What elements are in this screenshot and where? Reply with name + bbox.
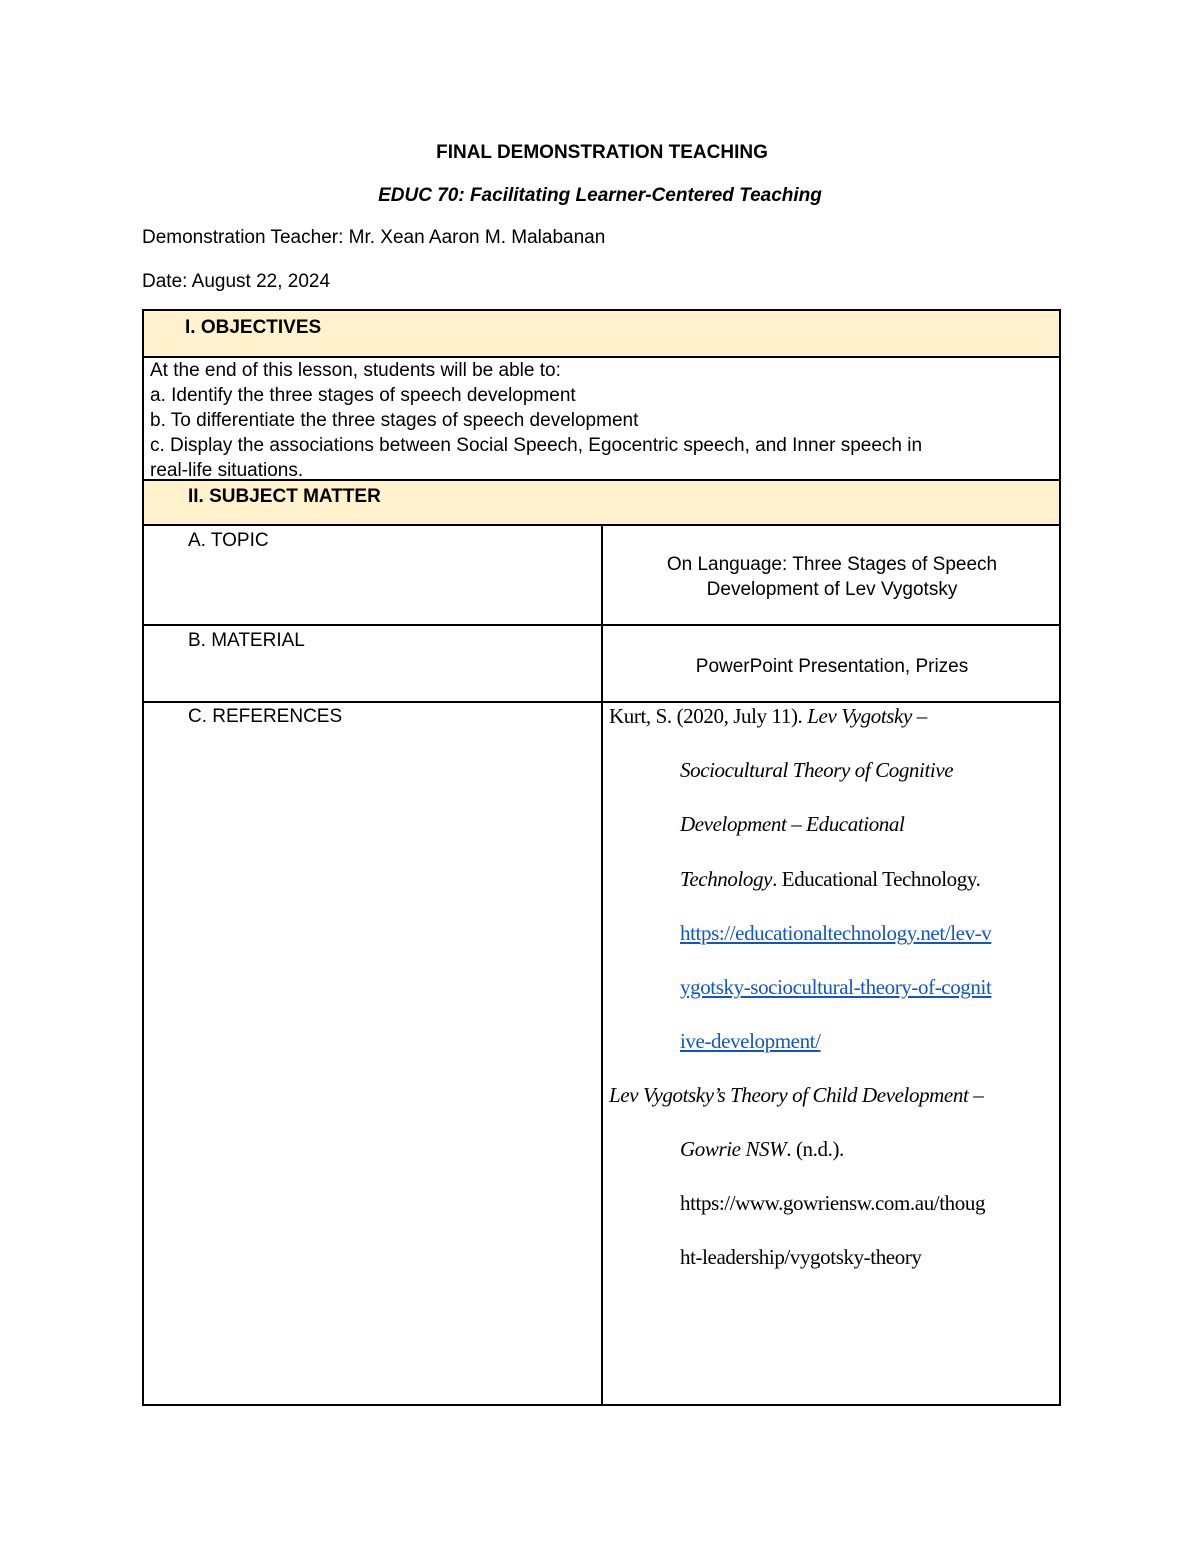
- objectives-line: real-life situations.: [150, 460, 304, 481]
- reference-title: Technology: [680, 867, 773, 891]
- objectives-line: At the end of this lesson, students will be able to:: [150, 360, 561, 381]
- reference-link[interactable]: ive-development/: [680, 1029, 821, 1053]
- references-label: C. REFERENCES: [188, 706, 343, 727]
- objectives-line: a. Identify the three stages of speech development: [150, 385, 576, 406]
- date-line: Date: August 22, 2024: [142, 271, 331, 292]
- reference-title: Lev Vygotsky’s Theory of Child Development –: [609, 1083, 984, 1107]
- lesson-plan-table: [142, 309, 1061, 1406]
- objectives-body: [150, 358, 1039, 483]
- reference-url: ht-leadership/vygotsky-theory: [680, 1245, 922, 1269]
- page-subtitle: EDUC 70: Facilitating Learner-Centered Teaching: [378, 185, 822, 206]
- topic-label: A. TOPIC: [188, 530, 269, 551]
- reference-title: Gowrie NSW: [680, 1137, 787, 1161]
- material-value: PowerPoint Presentation, Prizes: [695, 656, 969, 677]
- reference-date: . (n.d.).: [786, 1137, 844, 1161]
- objectives-line: c. Display the associations between Social Speech, Egocentric speech, and Inner speech in: [150, 435, 923, 456]
- reference-url: https://www.gowriensw.com.au/thoug: [680, 1191, 986, 1215]
- subject-matter-heading: II. SUBJECT MATTER: [188, 486, 381, 507]
- reference-title: Development – Educational: [680, 812, 905, 836]
- column-divider: [601, 524, 603, 1404]
- reference-publisher: . Educational Technology.: [772, 867, 981, 891]
- reference-link[interactable]: https://educationaltechnology.net/lev-v: [680, 921, 992, 945]
- material-label: B. MATERIAL: [188, 630, 305, 651]
- reference-title: Sociocultural Theory of Cognitive: [680, 758, 954, 782]
- page-title: FINAL DEMONSTRATION TEACHING: [436, 142, 768, 163]
- reference-author: Kurt, S. (2020, July 11).: [609, 704, 808, 728]
- teacher-line: Demonstration Teacher: Mr. Xean Aaron M. Malabanan: [142, 227, 606, 248]
- objectives-heading: I. OBJECTIVES: [185, 317, 322, 338]
- topic-value: On Language: Three Stages of Speech Development of Lev Vygotsky: [666, 554, 998, 600]
- reference-link[interactable]: ygotsky-sociocultural-theory-of-cognit: [680, 975, 992, 999]
- reference-title: Lev Vygotsky –: [807, 704, 927, 728]
- objectives-line: b. To differentiate the three stages of speech development: [150, 410, 639, 431]
